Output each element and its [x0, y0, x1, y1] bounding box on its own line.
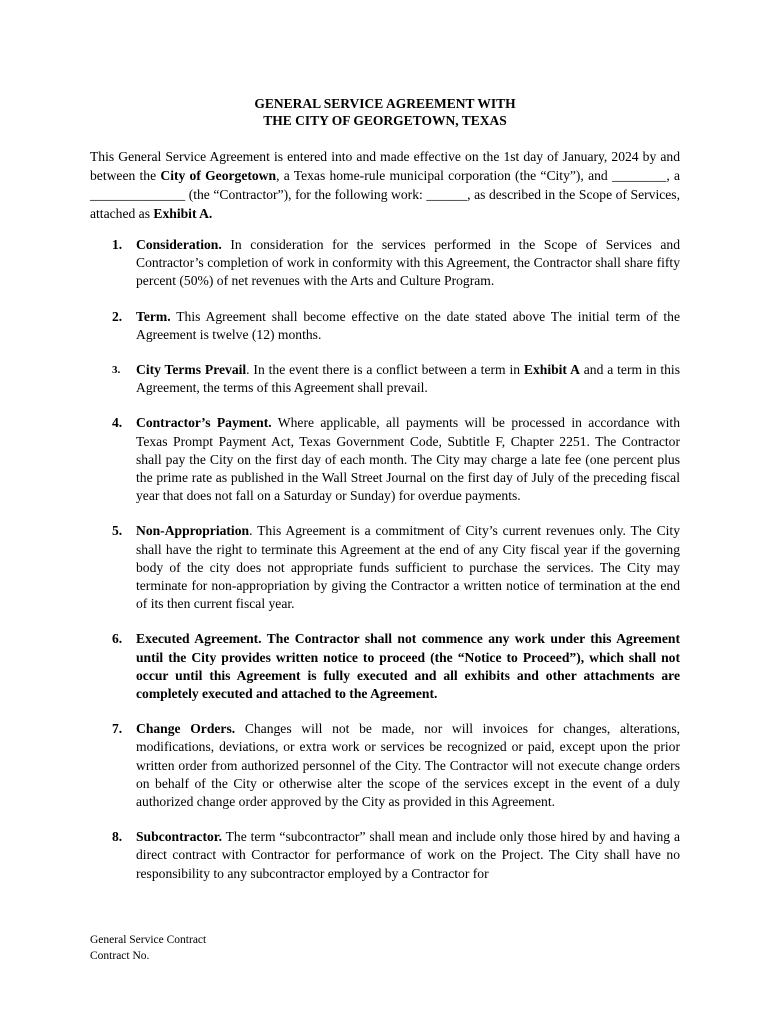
section-heading: Contractor’s Payment.	[136, 415, 272, 431]
intro-city-name: City of Georgetown	[160, 168, 277, 183]
section-heading: Consideration.	[136, 237, 222, 252]
intro-text-4: (the “Contractor”), for the following work:	[185, 187, 427, 202]
section-number: 2.	[112, 308, 123, 324]
intro-exhibit: Exhibit A.	[153, 206, 213, 221]
section-number: 4.	[112, 415, 123, 431]
footer-line-1: General Service Contract	[90, 934, 207, 946]
section-number: 7.	[112, 721, 123, 737]
section-contractor-payment	[90, 414, 680, 505]
section-exhibit-ref: Exhibit A	[523, 362, 580, 378]
section-number: 8.	[112, 829, 123, 845]
intro-text-1: This General Service Agreement is entered into and made effective on the 1st day of January, 2024 by and between the	[90, 149, 680, 183]
section-non-appropriation	[90, 522, 680, 613]
intro-blank-1: ________	[611, 168, 667, 183]
section-executed-agreement	[90, 630, 680, 703]
section-heading: Change Orders.	[136, 721, 236, 737]
section-number: 1.	[112, 237, 123, 252]
section-subcontractor	[90, 828, 680, 883]
section-body: Where applicable, all payments will be processed in accordance with Texas Prompt Payment Act, Texas Government Code, Subtitle F, Chapter 2251. The Contractor shall pay the City on the first day of each month. The City may charge a late fee (one percent plus the prime rate as published in the Wall Street Journal on the first day of July of the preceding fiscal year that does not fall on a Saturday or Sunday) for overdue payments.	[136, 415, 680, 504]
section-city-terms	[90, 361, 680, 397]
section-number: 6.	[112, 631, 123, 647]
intro-blank-2: ______________	[90, 187, 186, 202]
section-heading: Subcontractor.	[136, 829, 222, 845]
section-heading: City Terms Prevail	[136, 362, 247, 378]
intro-text-2: , a Texas home-rule municipal corporation (the “City”), and	[276, 168, 612, 183]
title-line-1: GENERAL SERVICE AGREEMENT WITH	[254, 96, 516, 111]
sections-list	[90, 236, 680, 883]
title-line-2: THE CITY OF GEORGETOWN, TEXAS	[263, 113, 507, 128]
intro-paragraph	[90, 147, 680, 223]
section-body: This Agreement shall become effective on the date stated above The initial term of the Agreement is twelve (12) months.	[136, 308, 680, 342]
page-footer	[90, 933, 206, 964]
section-heading: Executed Agreement. The Contractor shall not commence any work under this Agreement until the City provides written notice to proceed (the “Notice to Proceed”), which shall not occur until this Agreement is fully executed and all exhibits and other attachments are completely executed and attached to the Agreement.	[136, 631, 680, 702]
section-consideration	[90, 236, 680, 291]
document-title	[90, 95, 680, 129]
section-body-b: and a term in this Agreement, the terms of this Agreement shall prevail.	[136, 362, 680, 396]
section-body: . This Agreement is a commitment of City’s current revenues only. The City shall have the right to terminate this Agreement at the end of any City fiscal year if the governing body of the city does not appropriate funds sufficient to purchase the services. The City may terminate for non-appropriation by giving the Contractor a written notice of termination at the end of its then current fiscal year.	[136, 523, 680, 612]
section-heading: Term.	[136, 308, 171, 324]
section-body-a: . In the event there is a conflict between a term in	[246, 362, 524, 378]
section-term	[90, 308, 680, 344]
intro-blank-3: ______	[426, 187, 468, 202]
intro-text-3: , a	[666, 168, 680, 183]
section-number: 3.	[112, 364, 121, 377]
section-body: In consideration for the services performed in the Scope of Services and Contractor’s completion of work in conformity with this Agreement, the Contractor shall share fifty percent (50%) of net revenues with the Arts and Culture Program.	[136, 237, 680, 289]
intro-text-5: , as described in the Scope of Services, attached as	[90, 187, 680, 221]
footer-line-2: Contract No.	[90, 949, 150, 962]
section-heading: Non-Appropriation	[136, 523, 250, 539]
section-number: 5.	[112, 523, 123, 539]
section-change-orders	[90, 720, 680, 811]
section-body: The term “subcontractor” shall mean and include only those hired by and having a direct contract with Contractor for performance of work on the Project. The City shall have no responsibility to any subcontractor employed by a Contractor for	[136, 829, 680, 881]
section-body: Changes will not be made, nor will invoices for changes, alterations, modifications, deviations, or extra work or services be recognized or paid, except upon the prior written order from authorized personnel of the City. The Contractor will not execute change orders on behalf of the City or otherwise alter the scope of the services except in the event of a duly authorized change order approved by the City as provided in this Agreement.	[136, 721, 681, 810]
